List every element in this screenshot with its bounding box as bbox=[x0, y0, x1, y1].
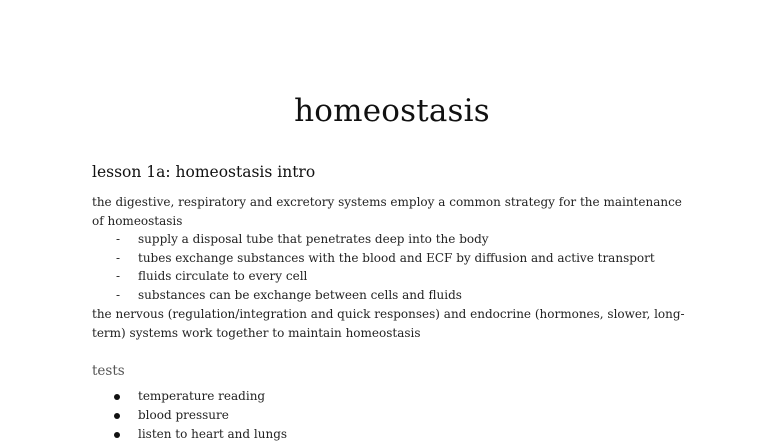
systems-paragraph: the nervous (regulation/integration and quick responses) and endocrine (hormones, slower, long-term) systems work together to maintain homeostasis bbox=[92, 307, 685, 340]
intro-paragraph: the digestive, respiratory and excretory systems employ a common strategy for the maintenance of homeostasis bbox=[92, 195, 682, 228]
page-title: homeostasis bbox=[294, 93, 490, 129]
tests-list bbox=[92, 387, 287, 441]
list-item-text: temperature reading bbox=[138, 389, 266, 403]
strategy-list bbox=[92, 230, 655, 304]
list-item bbox=[92, 230, 655, 249]
list-item-text: blood pressure bbox=[138, 408, 229, 422]
list-item bbox=[92, 249, 655, 268]
lesson-heading: lesson 1a: homeostasis intro bbox=[92, 163, 316, 181]
dash-marker: - bbox=[116, 269, 121, 284]
list-item bbox=[92, 286, 655, 305]
list-item-text: tubes exchange substances with the blood and ECF by diffusion and active transport bbox=[138, 250, 655, 265]
dash-marker: - bbox=[116, 250, 121, 265]
tests-heading: tests bbox=[92, 363, 125, 379]
list-item bbox=[92, 267, 655, 286]
list-item bbox=[92, 406, 287, 425]
list-item-text: listen to heart and lungs bbox=[138, 427, 288, 441]
bullet-icon bbox=[114, 394, 120, 400]
dash-marker: - bbox=[116, 232, 121, 246]
list-item-text: fluids circulate to every cell bbox=[138, 269, 308, 284]
list-item-text: substances can be exchange between cells and fluids bbox=[138, 287, 462, 302]
bullet-icon bbox=[114, 432, 120, 438]
list-item-text: supply a disposal tube that penetrates deep into the body bbox=[138, 232, 489, 246]
list-item bbox=[92, 425, 287, 441]
dash-marker: - bbox=[116, 287, 121, 302]
list-item bbox=[92, 387, 287, 406]
bullet-icon bbox=[114, 413, 120, 419]
